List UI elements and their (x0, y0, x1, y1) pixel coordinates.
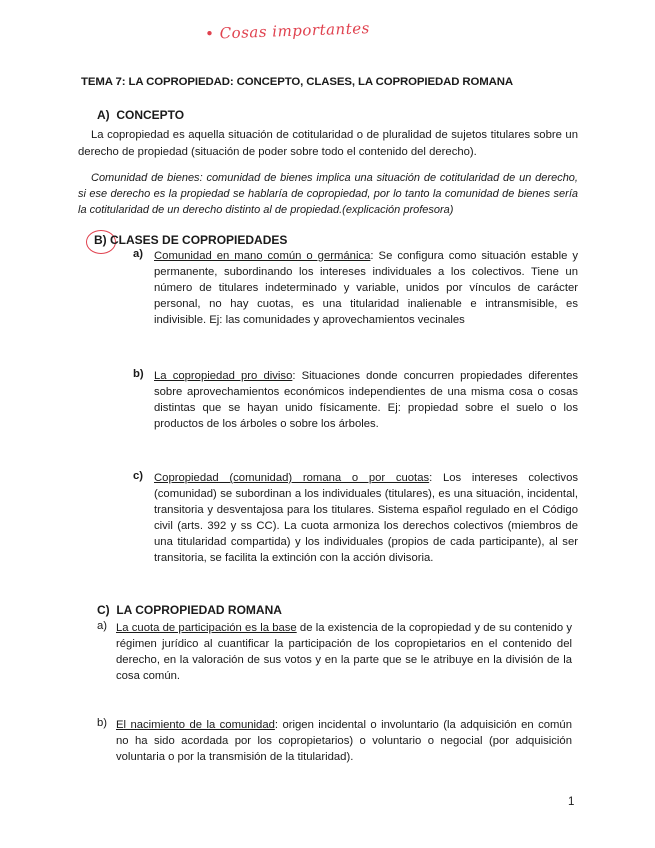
section-b-title: CLASES DE COPROPIEDADES (110, 233, 288, 247)
section-c-title: LA COPROPIEDAD ROMANA (116, 603, 282, 617)
section-b-heading (94, 233, 287, 247)
section-a-paragraph: La copropiedad es aquella situación de cotitularidad o de pluralidad de sujetos titulares sobre un derecho de propiedad (situación de poder sobre todo el contenido del derecho). (78, 129, 578, 158)
item-term: La copropiedad pro diviso (154, 370, 293, 382)
item-text: : origen incidental o involuntario (la adquisición en común no ha sido acordada por los copropietarios) o voluntario o negocial (por adquisición voluntaria o por la transmisión de la titularidad). (116, 719, 572, 763)
section-b-item-c (154, 470, 578, 566)
item-term: El nacimiento de la comunidad (116, 719, 275, 731)
section-c-item-b (116, 717, 572, 765)
section-a-label: A) (97, 108, 110, 122)
section-c-item-b-label: b) (97, 717, 108, 729)
section-b-item-b-label: b) (133, 368, 144, 380)
item-text: : Los intereses colectivos (comunidad) se subordinan a los individuales (titulares), es una situación, incidental, transitoria y desventajosa para los titulares. Sistema español regulado en el Código civil (arts. 392 y ss CC). La cuota armoniza los derechos colectivos (miembros de una titularidad compartida) y los individuales (propios de cada participante), al ser transitoria, se facilita la extinción con la acción divisoria. (154, 472, 579, 564)
item-text: : Situaciones donde concurren propiedades diferentes sobre aprovechamientos económicos independientes de una misma cosa o cosas distintas que se hayan unido físicamente. Ej: propiedad sobre el suelo o los productos de los árboles o sobre los árboles. (154, 370, 578, 430)
handwritten-annotation: • Cosas importantes (204, 19, 371, 43)
section-c-heading (97, 603, 282, 617)
section-a-note (78, 170, 578, 218)
section-a-heading (97, 108, 184, 122)
section-b-item-a (154, 248, 578, 328)
section-b-item-a-label: a) (133, 248, 144, 260)
item-term: La cuota de participación es la base (116, 622, 297, 634)
section-b-item-c-label: c) (133, 470, 144, 482)
section-b-label: B) (94, 233, 107, 247)
section-a-title: CONCEPTO (116, 108, 185, 122)
document-title: TEMA 7: LA COPROPIEDAD: CONCEPTO, CLASES, LA COPROPIEDAD ROMANA (81, 76, 514, 88)
section-c-item-a (116, 620, 572, 684)
item-term: Comunidad en mano común o germánica (154, 250, 371, 262)
page-number: 1 (568, 796, 575, 808)
section-b-item-b (154, 368, 578, 432)
section-c-label: C) (97, 603, 110, 617)
section-c-item-a-label: a) (97, 620, 108, 632)
item-term: Copropiedad (comunidad) romana o por cuotas (154, 472, 430, 484)
note-text: : comunidad de bienes implica una situación de cotitularidad de un derecho, si ese derecho es la propiedad se hablaría de copropiedad, por lo tanto la comunidad de bienes sería la cotitularidad de un derecho distinto al de propiedad.(explicación profesora) (78, 172, 578, 216)
item-text: de la existencia de la copropiedad y de su contenido y régimen jurídico al cuantificar la participación de los copropietarios en el contenido del derecho, en la valoración de sus votos y en la parte que se le atribuye en la división de la cosa común. (116, 622, 572, 682)
item-text: : Se configura como situación estable y permanente, subordinando los intereses individuales a los colectivos. Tiene un número de titulares indeterminado y variable, unidos por vínculos de carácter personal, no hay cuotas, es una titularidad inalienable e intransmisible, es indivisible. Ej: las comunidades y aprovechamientos vecinales (154, 250, 578, 326)
note-term: Comunidad de bienes (91, 172, 200, 184)
